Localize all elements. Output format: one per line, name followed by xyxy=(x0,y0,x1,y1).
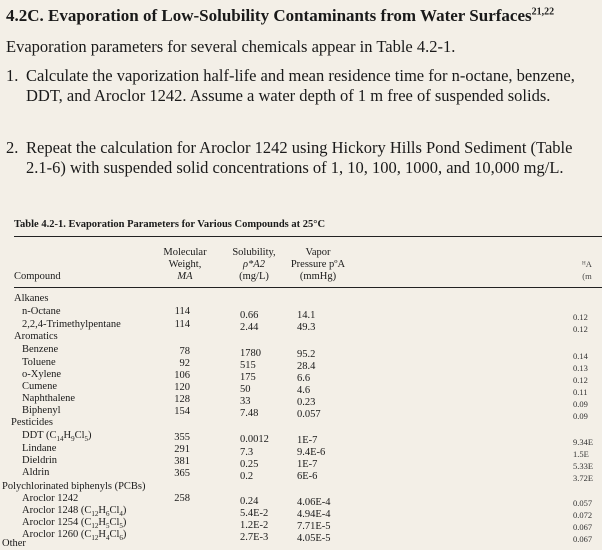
h-value: 0.067 xyxy=(573,534,593,544)
mw-value: 120 xyxy=(174,382,190,393)
section-heading xyxy=(6,6,554,26)
header-vapor-pressure: Vapor Pressure pºA (mmHg) xyxy=(290,247,346,282)
table-top-rule xyxy=(14,236,602,237)
compound-name: DDT $(C_{14}H_9Cl_5)$ xyxy=(22,430,92,444)
table-title: Table 4.2-1. Evaporation Parameters for Various Compounds at 25°C xyxy=(14,219,326,230)
h-value: 0.14 xyxy=(573,351,588,361)
vp-value: 0.23 xyxy=(297,397,316,408)
group-label: Alkanes xyxy=(14,293,49,304)
vp-value: 6E-6 xyxy=(297,471,318,482)
table-header-rule xyxy=(14,287,602,288)
mw-value: 106 xyxy=(174,370,190,381)
question-text: Calculate the vaporization half-life and mean residence time for n-octane, benzene, DDT, and Aroclor 1242. Assume a water depth of 1 m free of suspended solids. xyxy=(26,66,575,105)
mw-value: 114 xyxy=(174,306,190,317)
h-value: 9.34E xyxy=(573,437,594,447)
sol-value: 1.2E-2 xyxy=(240,520,269,531)
question-text: Repeat the calculation for Aroclor 1242 using Hickory Hills Pond Sediment (Table 2.1-6) with suspended solid concentrations of 1, 10, 100, 1000, and 10,000 mg/L. xyxy=(26,138,573,177)
compound-name: Biphenyl xyxy=(22,405,61,416)
sol-value: 2.44 xyxy=(240,322,259,333)
vp-value: 4.94E-4 xyxy=(297,509,331,520)
header-compound: Compound xyxy=(14,271,61,282)
compound-name: Dieldrin xyxy=(22,455,57,466)
compound-name: Benzene xyxy=(22,344,59,355)
mw-value: 365 xyxy=(174,468,190,479)
sol-value: 1780 xyxy=(240,348,261,359)
mw-value: 381 xyxy=(174,456,190,467)
sol-value: 0.2 xyxy=(240,471,254,482)
h-value: 0.057 xyxy=(573,498,593,508)
mw-value: 92 xyxy=(179,358,190,369)
compound-name: Toluene xyxy=(22,357,56,368)
group-label: Pesticides xyxy=(11,417,53,428)
section-title: Evaporation of Low-Solubility Contaminants from Water Surfaces xyxy=(48,6,532,25)
sol-value: 2.7E-3 xyxy=(240,532,269,543)
vp-value: 28.4 xyxy=(297,361,316,372)
compound-name: Naphthalene xyxy=(22,393,76,404)
vp-value: 95.2 xyxy=(297,349,316,360)
h-value: 0.11 xyxy=(573,387,588,397)
vp-value: 6.6 xyxy=(297,373,311,384)
sol-value: 5.4E-2 xyxy=(240,508,269,519)
compound-name: Aroclor 1248 $(C_{12}H_6Cl_4)$ xyxy=(22,505,127,519)
h-value: 0.12 xyxy=(573,375,588,385)
vp-value: 0.057 xyxy=(297,409,321,420)
vp-value: 4.6 xyxy=(297,385,311,396)
compound-name: Lindane xyxy=(22,443,57,454)
compound-name: n-Octane xyxy=(22,306,61,317)
h-value: 0.09 xyxy=(573,399,588,409)
sol-value: 7.48 xyxy=(240,408,259,419)
h-value: 0.072 xyxy=(573,510,593,520)
sol-value: 175 xyxy=(240,372,256,383)
vp-value: 14.1 xyxy=(297,310,316,321)
header-solubility: Solubility, ρ*A2 (mg/L) xyxy=(232,247,276,282)
h-value: 3.72E xyxy=(573,473,594,483)
group-label: Polychlorinated biphenyls (PCBs) xyxy=(2,481,146,492)
header-henry: ᴴA (m xyxy=(582,259,592,281)
compound-name: Aroclor 1260 $(C_{12}H_4Cl_6)$ xyxy=(22,529,127,543)
mw-value: 78 xyxy=(179,346,190,357)
compound-name: Cumene xyxy=(22,381,57,392)
question-1 xyxy=(6,66,596,106)
sol-value: 0.24 xyxy=(240,496,259,507)
header-molecular-weight: Molecular Weight, MA xyxy=(163,247,207,282)
mw-value: 258 xyxy=(174,493,190,504)
mw-value: 154 xyxy=(174,406,190,417)
compound-name: o-Xylene xyxy=(22,369,62,380)
section-intro: Evaporation parameters for several chemicals appear in Table 4.2-1. xyxy=(6,37,456,56)
question-number: 2. xyxy=(6,138,19,157)
h-value: 0.12 xyxy=(573,312,588,322)
vp-value: 49.3 xyxy=(297,322,316,333)
vp-value: 1E-7 xyxy=(297,435,318,446)
vp-value: 1E-7 xyxy=(297,459,318,470)
compound-name: Aldrin xyxy=(22,467,50,478)
sol-value: 0.25 xyxy=(240,459,259,470)
sol-value: 50 xyxy=(240,384,251,395)
h-value: 0.12 xyxy=(573,324,588,334)
sol-value: 515 xyxy=(240,360,256,371)
vp-value: 4.05E-5 xyxy=(297,533,331,544)
h-value: 0.13 xyxy=(573,363,588,373)
h-value: 5.33E xyxy=(573,461,594,471)
section-number: 4.2C. xyxy=(6,6,44,25)
sol-value: 0.0012 xyxy=(240,434,269,445)
compound-name: 2,2,4-Trimethylpentane xyxy=(22,319,121,330)
sol-value: 0.66 xyxy=(240,310,259,321)
mw-value: 114 xyxy=(174,319,190,330)
vp-value: 4.06E-4 xyxy=(297,497,331,508)
h-value: 0.067 xyxy=(573,522,593,532)
sol-value: 33 xyxy=(240,396,251,407)
mw-value: 291 xyxy=(174,444,190,455)
mw-value: 355 xyxy=(174,432,190,443)
compound-name: Aroclor 1242 xyxy=(22,493,79,504)
vp-value: 9.4E-6 xyxy=(297,447,326,458)
compound-name: Aroclor 1254 $(C_{12}H_5Cl_5)$ xyxy=(22,517,127,531)
h-value: 1.5E xyxy=(573,449,589,459)
sol-value: 7.3 xyxy=(240,447,254,458)
question-2 xyxy=(6,138,596,178)
mw-value: 128 xyxy=(174,394,190,405)
vp-value: 7.71E-5 xyxy=(297,521,331,532)
h-value: 0.09 xyxy=(573,411,588,421)
group-label: Aromatics xyxy=(14,331,58,342)
group-label: Other xyxy=(2,538,26,549)
question-number: 1. xyxy=(6,66,19,85)
section-refs: 21,22 xyxy=(531,6,555,18)
